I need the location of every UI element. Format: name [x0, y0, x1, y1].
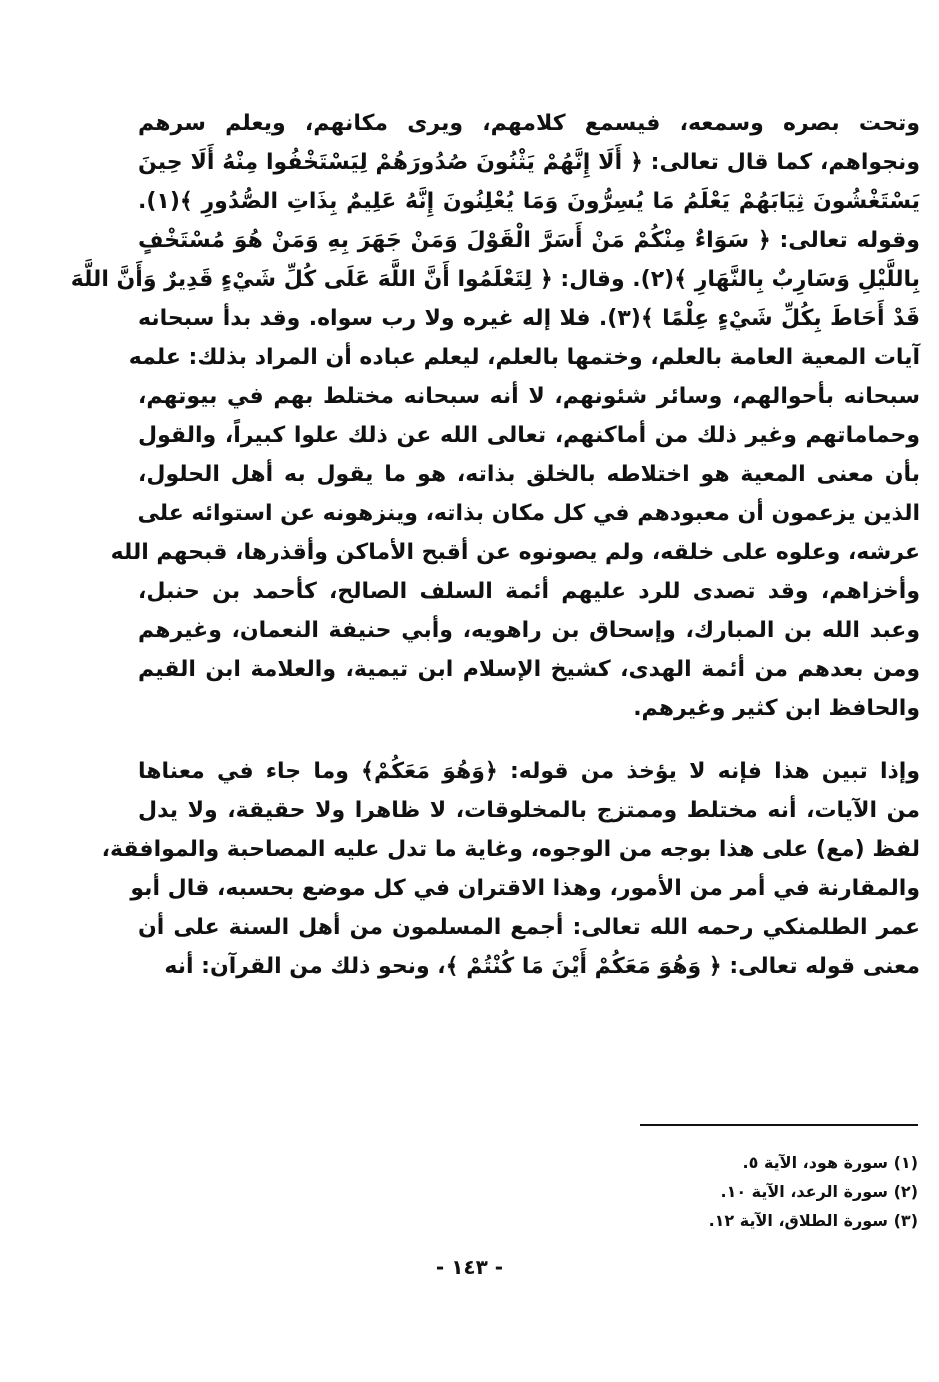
footnote-1: (١) سورة هود، الآية ٥. — [742, 1153, 918, 1172]
text-line: بِاللَّيْلِ وَسَارِبٌ بِالنَّهَارِ ﴾(٢). وقال: ﴿ لِتَعْلَمُوا أَنَّ اللَّهَ عَلَى كُلِّ شَيْءٍ قَدِيرٌ وَأَنَّ اللَّهَ — [70, 267, 920, 292]
text-line: بأن معنى المعية هو اختلاطه بالخلق بذاته، هو ما يقول به أهل الحلول، — [138, 462, 920, 487]
text-line: وقوله تعالى: ﴿ سَوَاءٌ مِنْكُمْ مَنْ أَسَرَّ الْقَوْلَ وَمَنْ جَهَرَ بِهِ وَمَنْ هُوَ مُسْتَخْفٍ — [138, 228, 920, 253]
text-line: معنى قوله تعالى: ﴿ وَهُوَ مَعَكُمْ أَيْنَ مَا كُنْتُمْ ﴾، ونحو ذلك من القرآن: أنه — [164, 954, 920, 979]
text-line: وتحت بصره وسمعه، فيسمع كلامهم، ويرى مكانهم، ويعلم سرهم — [138, 111, 920, 136]
text-line: وإذا تبين هذا فإنه لا يؤخذ من قوله: ﴿وَهُوَ مَعَكُمْ﴾ وما جاء في معناها — [138, 759, 920, 784]
text-line: الذين يزعمون أن معبودهم في كل مكان بذاته، وينزهونه عن استوائه على — [137, 501, 920, 526]
text-line: عمر الطلمنكي رحمه الله تعالى: أجمع المسلمون من أهل السنة على أن — [138, 915, 920, 940]
footnote-3: (٣) سورة الطلاق، الآية ١٢. — [708, 1211, 918, 1230]
text-line: والحافظ ابن كثير وغيرهم. — [633, 696, 920, 721]
text-line: ونجواهم، كما قال تعالى: ﴿ أَلَا إِنَّهُمْ يَثْنُونَ صُدُورَهُمْ لِيَسْتَخْفُوا مِنْهُ أَلَا حِينَ — [138, 150, 920, 175]
page-number: - ١٤٣ - — [435, 1255, 504, 1279]
text-line: والمقارنة في أمر من الأمور، وهذا الاقتران في كل موضع بحسبه، قال أبو — [130, 876, 920, 901]
text-line: عرشه، وعلوه على خلقه، ولم يصونوه عن أقبح الأماكن وأقذرها، قبحهم الله — [110, 540, 920, 565]
paragraph-gap — [138, 728, 920, 752]
paragraph-1 — [70, 104, 920, 728]
text-line: قَدْ أَحَاطَ بِكُلِّ شَيْءٍ عِلْمًا ﴾(٣). فلا إله غيره ولا رب سواه. وقد بدأ سبحانه — [138, 306, 920, 331]
text-line: وأخزاهم، وقد تصدى للرد عليهم أئمة السلف الصالح، كأحمد بن حنبل، — [138, 579, 920, 604]
text-line: سبحانه بأحوالهم، وسائر شئونهم، لا أنه سبحانه مختلط بهم في بيوتهم، — [138, 384, 920, 409]
footnotes — [709, 1148, 918, 1235]
text-line: ومن بعدهم من أئمة الهدى، كشيخ الإسلام ابن تيمية، والعلامة ابن القيم — [138, 657, 920, 682]
page-body — [70, 104, 920, 986]
paragraph-2 — [101, 752, 920, 986]
text-line: لفظ (مع) على هذا بوجه من الوجوه، وغاية ما تدل عليه المصاحبة والموافقة، — [101, 837, 920, 862]
text-line: وعبد الله بن المبارك، وإسحاق بن راهويه، وأبي حنيفة النعمان، وغيرهم — [138, 618, 920, 643]
footnote-divider — [640, 1124, 918, 1126]
text-line: آيات المعية العامة بالعلم، وختمها بالعلم، ليعلم عباده أن المراد بذلك: علمه — [128, 345, 920, 370]
footnote-2: (٢) سورة الرعد، الآية ١٠. — [720, 1182, 918, 1201]
text-line: من الآيات، أنه مختلط وممتزج بالمخلوقات، لا ظاهرا ولا حقيقة، ولا يدل — [138, 798, 920, 823]
text-line: يَسْتَغْشُونَ ثِيَابَهُمْ يَعْلَمُ مَا يُسِرُّونَ وَمَا يُعْلِنُونَ إِنَّهُ عَلِيمٌ بِذَاتِ الصُّدُورِ ﴾(١). — [138, 189, 920, 214]
text-line: وحماماتهم وغير ذلك من أماكنهم، تعالى الله عن ذلك علوا كبيراً، والقول — [138, 423, 920, 448]
